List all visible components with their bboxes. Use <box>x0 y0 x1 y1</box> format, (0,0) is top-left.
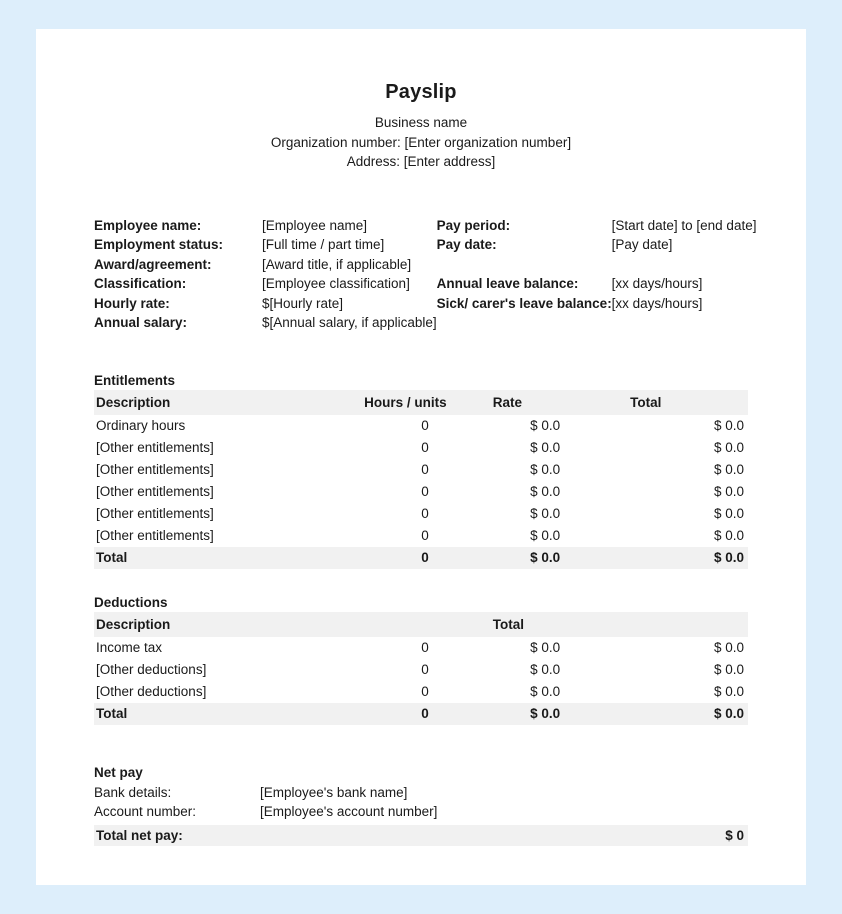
cell-description: [Other deductions] <box>96 662 207 677</box>
cell-total-label: Total <box>94 547 362 569</box>
cell-total: $ 0.0 <box>713 684 744 699</box>
hourly-rate-value: $[Hourly rate] <box>262 295 344 311</box>
table-header-row <box>94 390 748 415</box>
annual-salary-value: $[Annual salary, if applicable] <box>262 315 437 330</box>
cell-description: [Other entitlements] <box>96 484 214 499</box>
cell-description: [Other entitlements] <box>96 440 214 455</box>
cell-hours: 0 <box>421 462 429 477</box>
detail-row-spacer <box>437 255 757 275</box>
account-number-value: [Employee's account number] <box>260 804 438 819</box>
employee-details <box>94 216 757 333</box>
cell-hours: 0 <box>421 440 429 455</box>
header-total: Total <box>467 612 604 637</box>
cell-total-hours: 0 <box>362 703 467 725</box>
cell-total: $ 0.0 <box>713 440 744 455</box>
employee-name-label: Employee name: <box>94 217 202 233</box>
cell-hours: 0 <box>421 528 429 543</box>
cell-total-hours: 0 <box>362 547 467 569</box>
bank-details-row <box>94 783 748 803</box>
account-number-row <box>94 802 748 822</box>
table-row <box>94 637 748 659</box>
table-row <box>94 415 748 437</box>
cell-hours: 0 <box>421 418 429 433</box>
total-net-pay-row <box>94 825 748 846</box>
classification-label: Classification: <box>94 276 187 291</box>
page-title: Payslip <box>385 81 457 103</box>
bank-details-value: [Employee's bank name] <box>260 784 408 800</box>
cell-total: $ 0.0 <box>713 484 744 499</box>
cell-description: [Other entitlements] <box>96 528 214 543</box>
employment-status-label: Employment status: <box>94 237 224 252</box>
net-pay-title: Net pay <box>94 764 143 780</box>
cell-description: Ordinary hours <box>96 418 186 433</box>
table-row <box>94 459 748 481</box>
deductions-total-row <box>94 703 748 725</box>
total-net-pay-value: $ 0 <box>725 827 744 843</box>
header-total: Total <box>604 390 748 415</box>
cell-description: [Other entitlements] <box>96 506 214 521</box>
detail-row <box>437 235 757 255</box>
table-row <box>94 503 748 525</box>
classification-value: [Employee classification] <box>262 276 410 291</box>
cell-total-rate: $ 0.0 <box>467 547 604 569</box>
entitlements-table <box>94 390 748 569</box>
award-agreement-label: Award/agreement: <box>94 256 212 272</box>
cell-total: $ 0.0 <box>713 528 744 543</box>
cell-total-rate: $ 0.0 <box>467 703 604 725</box>
employee-name-value: [Employee name] <box>262 217 368 233</box>
pay-date-value: [Pay date] <box>611 237 673 252</box>
bank-details-label: Bank details: <box>94 784 172 800</box>
cell-rate: $ 0.0 <box>530 640 561 655</box>
cell-total-amount: $ 0.0 <box>604 547 748 569</box>
net-pay-section <box>94 765 748 846</box>
total-net-pay-label: Total net pay: <box>96 827 183 843</box>
cell-total: $ 0.0 <box>713 640 744 655</box>
detail-row <box>437 274 757 294</box>
cell-rate: $ 0.0 <box>530 440 561 455</box>
spacer <box>94 333 748 373</box>
payslip-document <box>36 29 806 885</box>
detail-row <box>437 216 757 236</box>
cell-rate: $ 0.0 <box>530 506 561 521</box>
cell-total: $ 0.0 <box>713 506 744 521</box>
detail-row <box>94 255 437 275</box>
cell-total: $ 0.0 <box>713 662 744 677</box>
employment-status-value: [Full time / part time] <box>262 237 385 252</box>
cell-total: $ 0.0 <box>713 462 744 477</box>
deductions-title: Deductions <box>94 594 168 610</box>
deductions-table <box>94 612 748 725</box>
annual-leave-balance-label: Annual leave balance: <box>436 276 579 291</box>
detail-row <box>437 294 757 314</box>
deductions-section <box>94 595 748 725</box>
organization-number: Organization number: [Enter organization number] <box>270 134 572 150</box>
business-address: Address: [Enter address] <box>346 154 496 169</box>
cell-description: [Other deductions] <box>96 684 207 699</box>
cell-rate: $ 0.0 <box>530 528 561 543</box>
detail-row <box>94 313 437 333</box>
spacer <box>94 725 748 765</box>
employee-details-left-column <box>94 216 437 333</box>
cell-rate: $ 0.0 <box>530 484 561 499</box>
pay-period-label: Pay period: <box>436 217 511 233</box>
annual-salary-label: Annual salary: <box>94 315 188 330</box>
pay-date-label: Pay date: <box>436 237 497 252</box>
business-name: Business name <box>374 115 468 130</box>
award-agreement-value: [Award title, if applicable] <box>262 256 412 272</box>
detail-row <box>94 216 437 236</box>
cell-hours: 0 <box>421 684 429 699</box>
table-row <box>94 437 748 459</box>
cell-total-amount: $ 0.0 <box>604 703 748 725</box>
table-row <box>94 681 748 703</box>
annual-leave-balance-value: [xx days/hours] <box>611 276 703 291</box>
header-blank <box>362 612 467 637</box>
cell-hours: 0 <box>421 640 429 655</box>
cell-hours: 0 <box>421 484 429 499</box>
header-description: Description <box>94 612 362 637</box>
employee-details-right-column <box>437 216 757 333</box>
header-hours-units: Hours / units <box>362 390 467 415</box>
table-header-row <box>94 612 748 637</box>
table-row <box>94 481 748 503</box>
cell-hours: 0 <box>421 506 429 521</box>
table-row <box>94 525 748 547</box>
header-description: Description <box>94 390 362 415</box>
cell-total: $ 0.0 <box>713 418 744 433</box>
entitlements-section <box>94 373 748 569</box>
header-rate: Rate <box>467 390 604 415</box>
sick-leave-balance-value: [xx days/hours] <box>611 295 703 311</box>
entitlements-total-row <box>94 547 748 569</box>
detail-row <box>94 294 437 314</box>
spacer <box>94 569 748 595</box>
cell-rate: $ 0.0 <box>530 684 561 699</box>
table-row <box>94 659 748 681</box>
cell-hours: 0 <box>421 662 429 677</box>
detail-row <box>94 274 437 294</box>
cell-total-label: Total <box>94 703 362 725</box>
cell-description: Income tax <box>96 640 163 655</box>
entitlements-title: Entitlements <box>94 372 176 388</box>
cell-rate: $ 0.0 <box>530 462 561 477</box>
cell-rate: $ 0.0 <box>530 418 561 433</box>
pay-period-value: [Start date] to [end date] <box>611 217 757 233</box>
cell-description: [Other entitlements] <box>96 462 214 477</box>
detail-row <box>94 235 437 255</box>
cell-rate: $ 0.0 <box>530 662 561 677</box>
header-blank-2 <box>604 612 748 637</box>
hourly-rate-label: Hourly rate: <box>94 295 170 311</box>
account-number-label: Account number: <box>94 804 197 819</box>
sick-leave-balance-label: Sick/ carer's leave balance: <box>436 295 612 311</box>
